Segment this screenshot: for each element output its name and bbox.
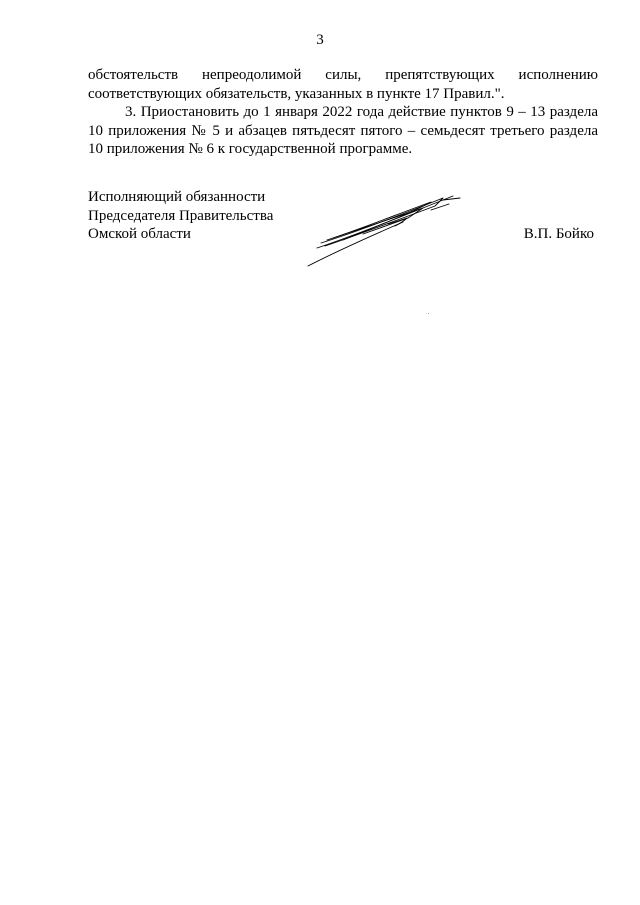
signature-block (88, 188, 598, 278)
signer-title-line2: Председателя Правительства (88, 207, 274, 224)
signer-title-line1: Исполняющий обязанности (88, 189, 266, 205)
scan-speck (428, 313, 429, 314)
signer-title-line3: Омской области (88, 226, 191, 242)
paragraph-continuation-line1: обстоятельств непреодолимой силы, препятствующих исполнению (88, 67, 598, 83)
page-number: 3 (316, 32, 324, 48)
paragraph-item-3: 3. Приостановить до 1 января 2022 года действие пунктов 9 – 13 раздела 10 приложения № 5 и абзацев пятьдесят пятого – семьдесят третьего раздела 10 приложения № 6 к государственной программе. (88, 104, 598, 157)
signer-name: В.П. Бойко (523, 226, 594, 242)
signer-title (88, 188, 273, 244)
document-body (88, 66, 598, 159)
paragraph-continuation-line2: соответствующих обязательств, указанных в пункте 17 Правил.". (88, 85, 505, 102)
handwritten-signature-icon (303, 188, 463, 273)
